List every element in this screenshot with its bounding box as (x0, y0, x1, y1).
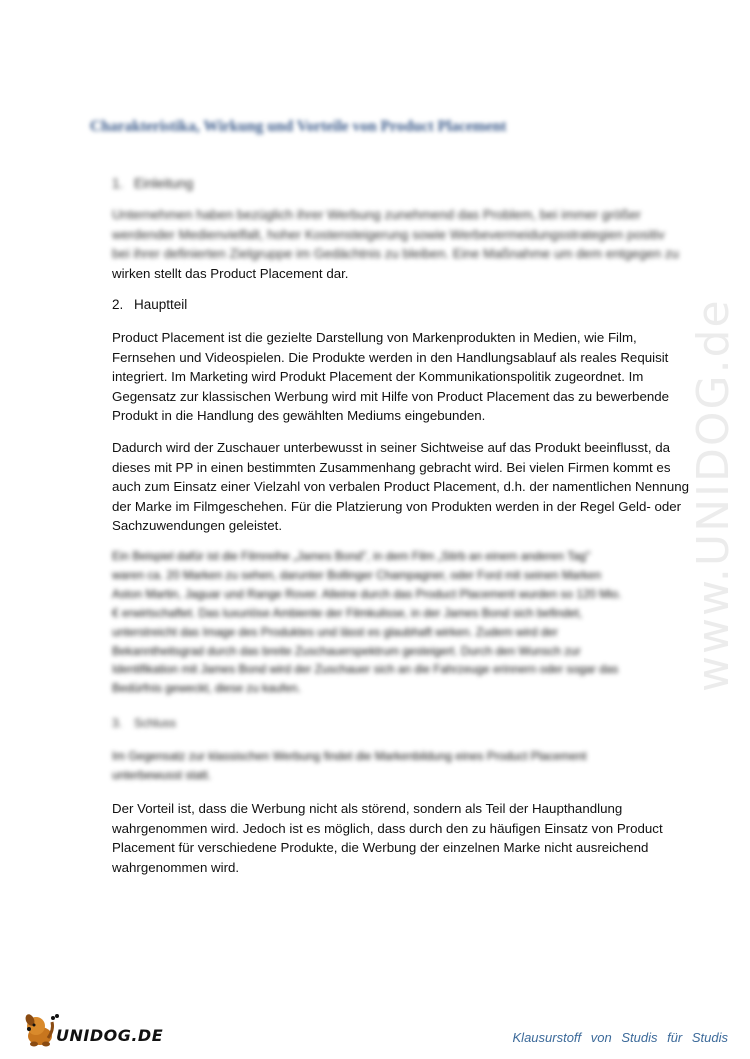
paragraph-line: der Marke im Filmgeschehen. Für die Platzierung von Produkten werden in der Regel Geld- oder (112, 498, 682, 514)
paragraph-line: Dadurch wird der Zuschauer unterbewusst in seiner Sichtweise auf das Produkt beeinflusst, da (112, 440, 671, 455)
section-heading-intro (112, 176, 193, 191)
paragraph-line: unterbewusst statt. (112, 768, 212, 782)
paragraph-line: Produkt in die Handlung des gewählten Mediums eingebunden. (112, 408, 486, 424)
footer-tagline: Klausurstoff von Studis für Studis (512, 1030, 728, 1045)
paragraph-line: wahrgenommen wird. (112, 859, 240, 875)
paragraph-line: Product Placement ist die gezielte Darstellung von Markenprodukten in Medien, wie Film, (112, 330, 637, 345)
watermark: www.UNIDOG.de (688, 298, 739, 692)
paragraph-line: wirken stellt das Product Placement dar. (112, 265, 349, 281)
section-heading-conclusion (112, 716, 176, 730)
section-number: 3. (112, 716, 123, 730)
paragraph-line: werdender Medienvielfalt, hoher Kostensteigerung sowie Werbevermeidungsstrategien positiv (112, 226, 665, 242)
paragraph-line: auch zum Einsatz einer Vielzahl von verbalen Product Placement, d.h. der namentlichen Nennung (112, 479, 690, 495)
main-paragraph-1 (112, 328, 670, 426)
intro-paragraph (112, 205, 679, 283)
paragraph-line: Der Vorteil ist, dass die Werbung nicht als störend, sondern als Teil der Haupthandlung (112, 801, 623, 816)
section-number: 2. (112, 297, 124, 312)
paragraph-line: Aston Martin, Jaguar und Range Rover. Alleine durch das Product Placement wurden so 120 Mio. (112, 586, 622, 601)
conclusion-paragraph-2 (112, 799, 663, 877)
paragraph-line: bei ihrer definierten Zielgruppe im Gedächtnis zu bleiben. Eine Maßnahme um dem entgegen zu (112, 246, 679, 262)
section-number: 1. (112, 176, 124, 191)
logo-text: UNIDOG.DE (56, 1026, 164, 1045)
section-label: Einleitung (134, 176, 194, 191)
paragraph-line: Unternehmen haben bezüglich ihrer Werbung zunehmend das Problem, bei immer größer (112, 207, 641, 222)
paragraph-line: Bedürfnis geweckt, diese zu kaufen. (112, 681, 301, 696)
section-label: Schluss (134, 716, 177, 730)
conclusion-paragraph-1 (112, 747, 657, 785)
paragraph-line: unterstreicht das Image des Produktes und lässt es glaubhaft wirken. Zudem wird der (112, 624, 558, 639)
section-label: Hauptteil (134, 297, 188, 312)
paragraph-line: waren ca. 20 Marken zu sehen, darunter Bollinger Champagner, oder Ford mit seinen Marken (112, 567, 602, 582)
paragraph-line: Im Gegensatz zur klassischen Werbung findet die Markenbildung eines Product Placement (112, 749, 587, 763)
main-paragraph-2 (112, 438, 690, 536)
paragraph-line: wahrgenommen wird. Jedoch ist es möglich, dass durch den zu häufigen Einsatz von Product (112, 820, 663, 836)
main-paragraph-3 (112, 547, 657, 698)
paragraph-line: dieses mit PP in einen bestimmten Zusammenhang gebracht wird. Bei vielen Firmen kommt es (112, 459, 671, 475)
paragraph-line: € erwirtschaftet. Das luxuriöse Ambiente der Filmkulisse, in der James Bond sich befindet, (112, 605, 583, 620)
document-title: Charakteristika, Wirkung und Vorteile von Product Placement (90, 118, 507, 135)
paragraph-line: Fernsehen und Videospielen. Die Produkte werden in den Handlungsablauf als reales Requisit (112, 349, 669, 365)
section-heading-main (112, 297, 187, 312)
paragraph-line: Placement für verschiedene Produkte, die Werbung der einzelnen Marke nicht ausreichend (112, 840, 649, 856)
paragraph-line: Sachzuwendungen geleistet. (112, 518, 283, 534)
paragraph-line: Ein Beispiel dafür ist die Filmreihe „James Bond", in dem Film „Stirb an einem anderen Tag" (112, 549, 591, 563)
paragraph-line: Gegensatz zur klassischen Werbung wird mit Hilfe von Product Placement das zu bewerbende (112, 388, 670, 404)
paragraph-line: Identifikation mit James Bond wird der Zuschauer sich an die Fahrzeuge erinnern oder sogar das (112, 662, 619, 677)
paragraph-line: integriert. Im Marketing wird Produkt Placement der Kommunikationspolitik zugeordnet. Im (112, 369, 644, 385)
paragraph-line: Bekanntheitsgrad durch das breite Zuschauerspektrum gesteigert. Durch den Wunsch zur (112, 643, 581, 658)
